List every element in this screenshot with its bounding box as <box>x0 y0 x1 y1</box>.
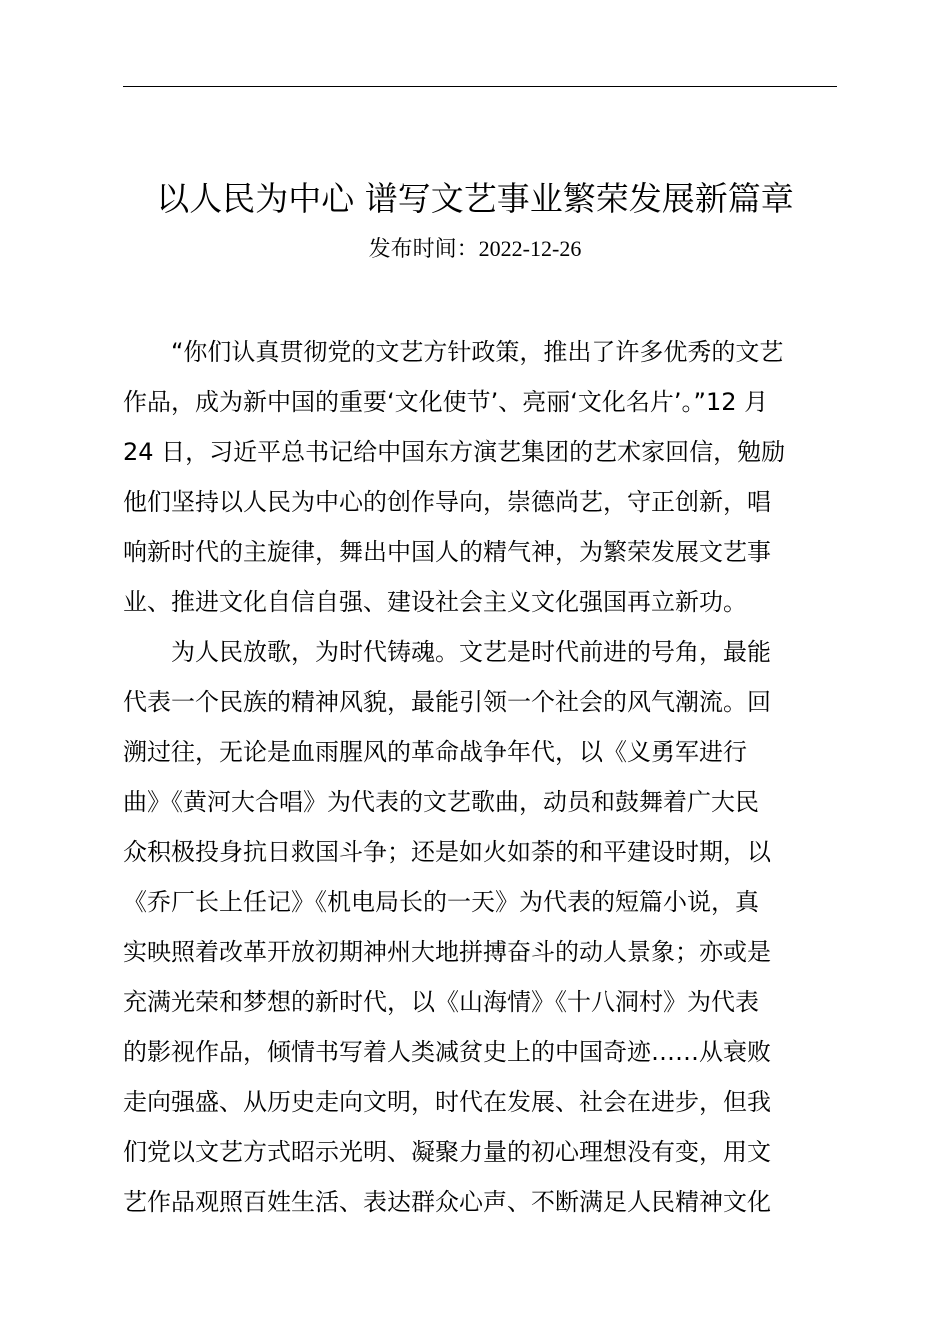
paragraph-line: 溯过往，无论是血雨腥风的革命战争年代，以《义勇军进行 <box>123 738 747 766</box>
paragraph-line: 实映照着改革开放初期神州大地拼搏奋斗的动人景象；亦或是 <box>123 938 771 966</box>
paragraph-line: 作品，成为新中国的重要‘文化使节’、亮丽‘文化名片’。”12 月 <box>123 388 769 416</box>
paragraph-line: 代表一个民族的精神风貌，最能引领一个社会的风气潮流。回 <box>123 688 771 716</box>
paragraph-line: 响新时代的主旋律，舞出中国人的精气神，为繁荣发展文艺事 <box>123 538 771 566</box>
paragraph-line: “你们认真贯彻党的文艺方针政策，推出了许多优秀的文艺 <box>171 338 784 366</box>
paragraph-line: 的影视作品，倾情书写着人类减贫史上的中国奇迹……从衰败 <box>123 1038 771 1066</box>
article-title: 以人民为中心 谱写文艺事业繁荣发展新篇章 <box>156 179 794 218</box>
paragraph-line: 艺作品观照百姓生活、表达群众心声、不断满足人民精神文化 <box>123 1188 771 1216</box>
publish-date <box>0 231 950 268</box>
paragraph-line: 们党以文艺方式昭示光明、凝聚力量的初心理想没有变，用文 <box>123 1138 771 1166</box>
paragraph-line: 曲》《黄河大合唱》为代表的文艺歌曲，动员和鼓舞着广大民 <box>123 788 759 816</box>
paragraph-line: 走向强盛、从历史走向文明，时代在发展、社会在进步，但我 <box>123 1088 771 1116</box>
header-rule <box>123 86 837 87</box>
publish-date-label: 发布时间： <box>368 237 479 262</box>
paragraph-line: 充满光荣和梦想的新时代，以《山海情》《十八洞村》为代表 <box>123 988 759 1016</box>
paragraph-line: 为人民放歌，为时代铸魂。文艺是时代前进的号角，最能 <box>171 638 771 666</box>
paragraph-line: 他们坚持以人民为中心的创作导向，崇德尚艺，守正创新，唱 <box>123 488 771 516</box>
paragraph-line: 24 日，习近平总书记给中国东方演艺集团的艺术家回信，勉励 <box>123 438 786 466</box>
publish-date-value: 2022-12-26 <box>478 236 582 261</box>
paragraph-1 <box>123 327 837 627</box>
paragraph-line: 《乔厂长上任记》《机电局长的一天》为代表的短篇小说，真 <box>123 888 759 916</box>
paragraph-line: 业、推进文化自信自强、建设社会主义文化强国再立新功。 <box>123 588 747 616</box>
paragraph-line: 众积极投身抗日救国斗争；还是如火如荼的和平建设时期，以 <box>123 838 771 866</box>
paragraph-2 <box>123 627 837 1227</box>
article-body <box>123 327 837 1227</box>
